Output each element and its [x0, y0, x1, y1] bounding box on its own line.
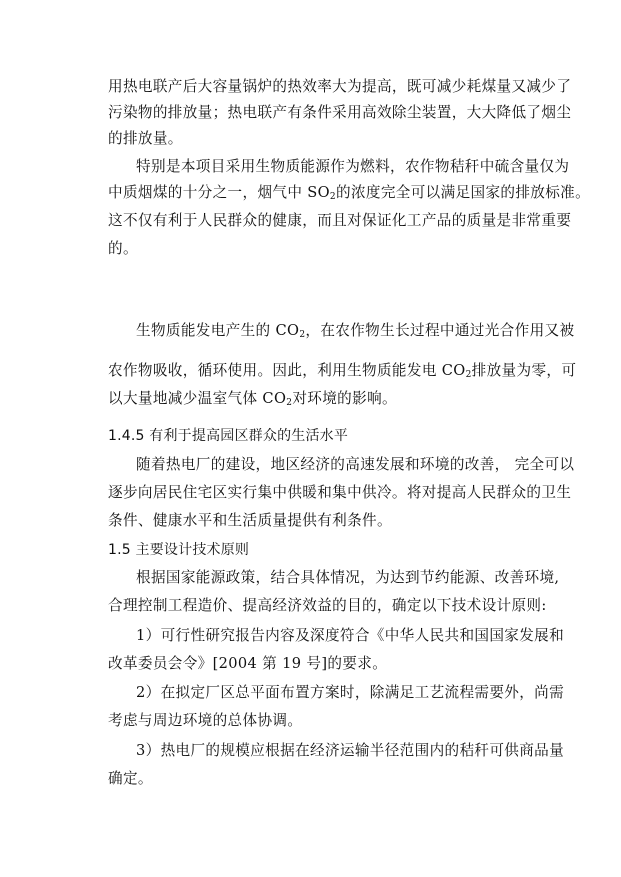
section-heading-1-5: 1.5 主要设计技术原则	[108, 542, 250, 558]
text-line: 考虑与周边环境的总体协调。	[108, 712, 303, 729]
text-line: 条件、健康水平和生活质量提供有利条件。	[108, 512, 392, 529]
text-line: 合理控制工程造价、提高经济效益的目的，确定以下技术设计原则:	[108, 597, 547, 614]
subscript: 2	[286, 398, 293, 408]
text-segment: 排放量为零，可	[471, 362, 577, 379]
text-line: 的。	[108, 240, 138, 257]
text-line: 特别是本项目采用生物质能源作为燃料，农作物秸秆中硫含量仅为	[136, 158, 570, 175]
text-segment: 以大量地减少温室气体 CO	[108, 390, 287, 407]
subscript: 2	[465, 370, 472, 380]
text-line: 确定。	[108, 770, 153, 787]
text-segment: 对环境的影响。	[292, 390, 397, 407]
subscript: 2	[329, 192, 336, 202]
text-line: 污染物的排放量；热电联产有条件采用高效除尘装置，大大降低了烟尘	[108, 104, 572, 121]
text-line: 这不仅有利于人民群众的健康，而且对保证化工产品的质量是非常重要	[108, 212, 572, 229]
text-line: 2）在拟定厂区总平面布置方案时，除满足工艺流程需要外，尚需	[136, 684, 565, 701]
text-line	[136, 322, 574, 340]
text-line: 的排放量。	[108, 130, 183, 147]
text-line: 随着热电厂的建设，地区经济的高速发展和环境的改善， 完全可以	[136, 456, 575, 473]
text-segment: 中质烟煤的十分之一，烟气中 SO	[108, 184, 330, 201]
text-line: 改革委员会令》[2004 第 19 号]的要求。	[108, 655, 388, 672]
text-segment: 农作物吸收，循环使用。因此，利用生物质能发电 CO	[108, 362, 466, 379]
text-line	[108, 390, 397, 408]
text-segment: ，在农作物生长过程中通过光合作用又被	[305, 322, 575, 339]
text-segment: 生物质能发电产生的 CO	[136, 322, 300, 339]
text-line	[108, 362, 576, 380]
text-segment: 的浓度完全可以满足国家的排放标准。	[336, 184, 591, 201]
text-line: 根据国家能源政策，结合具体情况，为达到节约能源、改善环境,	[136, 569, 560, 586]
text-line: 用热电联产后大容量锅炉的热效率大为提高，既可减少耗煤量又减少了	[108, 78, 572, 95]
text-line: 3）热电厂的规模应根据在经济运输半径范围内的秸秆可供商品量	[136, 742, 565, 759]
text-line: 1）可行性研究报告内容及深度符合《中华人民共和国国家发展和	[136, 627, 565, 644]
section-heading-1-4-5: 1.4.5 有利于提高园区群众的生活水平	[108, 428, 349, 444]
text-line: 逐步向居民住宅区实行集中供暖和集中供冷。将对提高人民群众的卫生	[108, 484, 572, 501]
text-line	[108, 184, 590, 202]
subscript: 2	[299, 330, 306, 340]
